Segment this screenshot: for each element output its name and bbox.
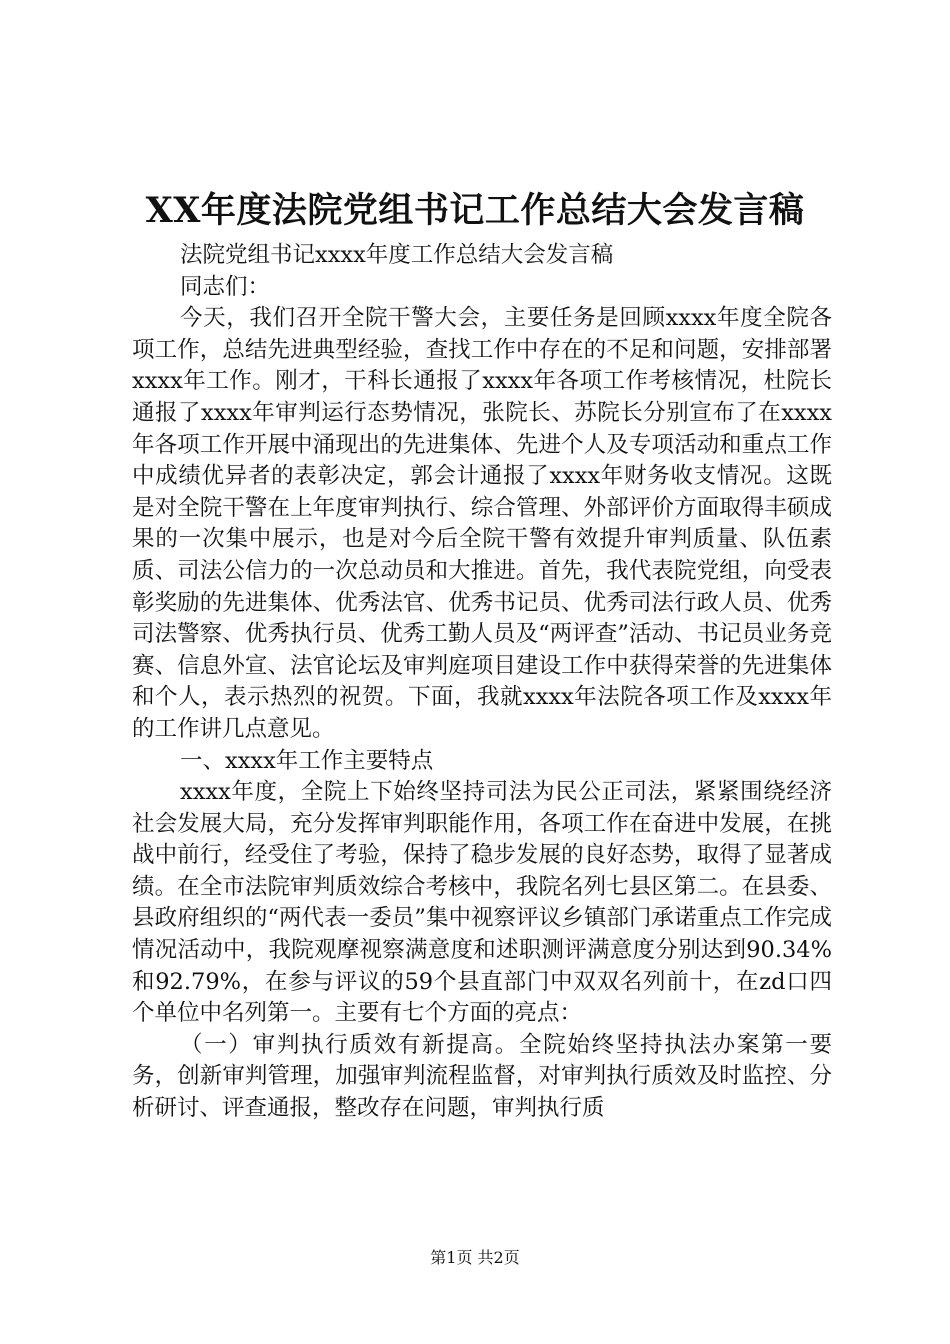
- intro-paragraph: 今天，我们召开全院干警大会，主要任务是回顾xxxx年度全院各项工作，总结先进典型经验，查找工作中存在的不足和问题，安排部署xxxx年工作。刚才，干科长通报了xxxx年各项工作考核情况，杜院长通报了xxxx年审判运行态势情况，张院长、苏院长分别宣布了在xxxx年各项工作开展中涌现出的先进集体、先进个人及专项活动和重点工作中成绩优异者的表彰决定，郭会计通报了xxxx年财务收支情况。这既是对全院干警在上年度审判执行、综合管理、外部评价方面取得丰硕成果的一次集中展示，也是对今后全院干警有效提升审判质量、队伍素质、司法公信力的一次总动员和大推进。首先，我代表院党组，向受表彰奖励的先进集体、优秀法官、优秀书记员、优秀司法行政人员、优秀司法警察、优秀执行员、优秀工勤人员及“两评查”活动、书记员业务竞赛、信息外宣、法官论坛及审判庭项目建设工作中获得荣誉的先进集体和个人，表示热烈的祝贺。下面，我就xxxx年法院各项工作及xxxx年的工作讲几点意见。: [132, 305, 832, 742]
- page-number-footer: 第1页 共2页: [430, 1248, 520, 1267]
- section-heading: 一、xxxx年工作主要特点: [180, 747, 434, 774]
- document-title: XX年度法院党组书记工作总结大会发言稿: [145, 190, 805, 231]
- subsection-paragraph: （一）审判执行质效有新提高。全院始终坚持执法办案第一要务，创新审判管理，加强审判流程监督，对审判执行质效及时监控、分析研讨、评查通报，整改存在问题，审判执行质: [132, 1031, 832, 1122]
- salutation-paragraph: 同志们：: [180, 273, 271, 300]
- subtitle-paragraph: 法院党组书记xxxx年度工作总结大会发言稿: [180, 242, 614, 268]
- document-body: [132, 240, 832, 1125]
- section-paragraph: xxxx年度，全院上下始终坚持司法为民公正司法，紧紧围绕经济社会发展大局，充分发挥审判职能作用，各项工作在奋进中发展，在挑战中前行，经受住了考验，保持了稳步发展的良好态势，取得了显著成绩。在全市法院审判质效综合考核中，我院名列七县区第二。在县委、县政府组织的“两代表一委员”集中视察评议乡镇部门承诺重点工作完成情况活动中，我院观摩视察满意度和述职测评满意度分别达到90.34%和92.79%，在参与评议的59个县直部门中双双名列前十，在zd口四个单位中名列第一。主要有七个方面的亮点：: [132, 779, 832, 1027]
